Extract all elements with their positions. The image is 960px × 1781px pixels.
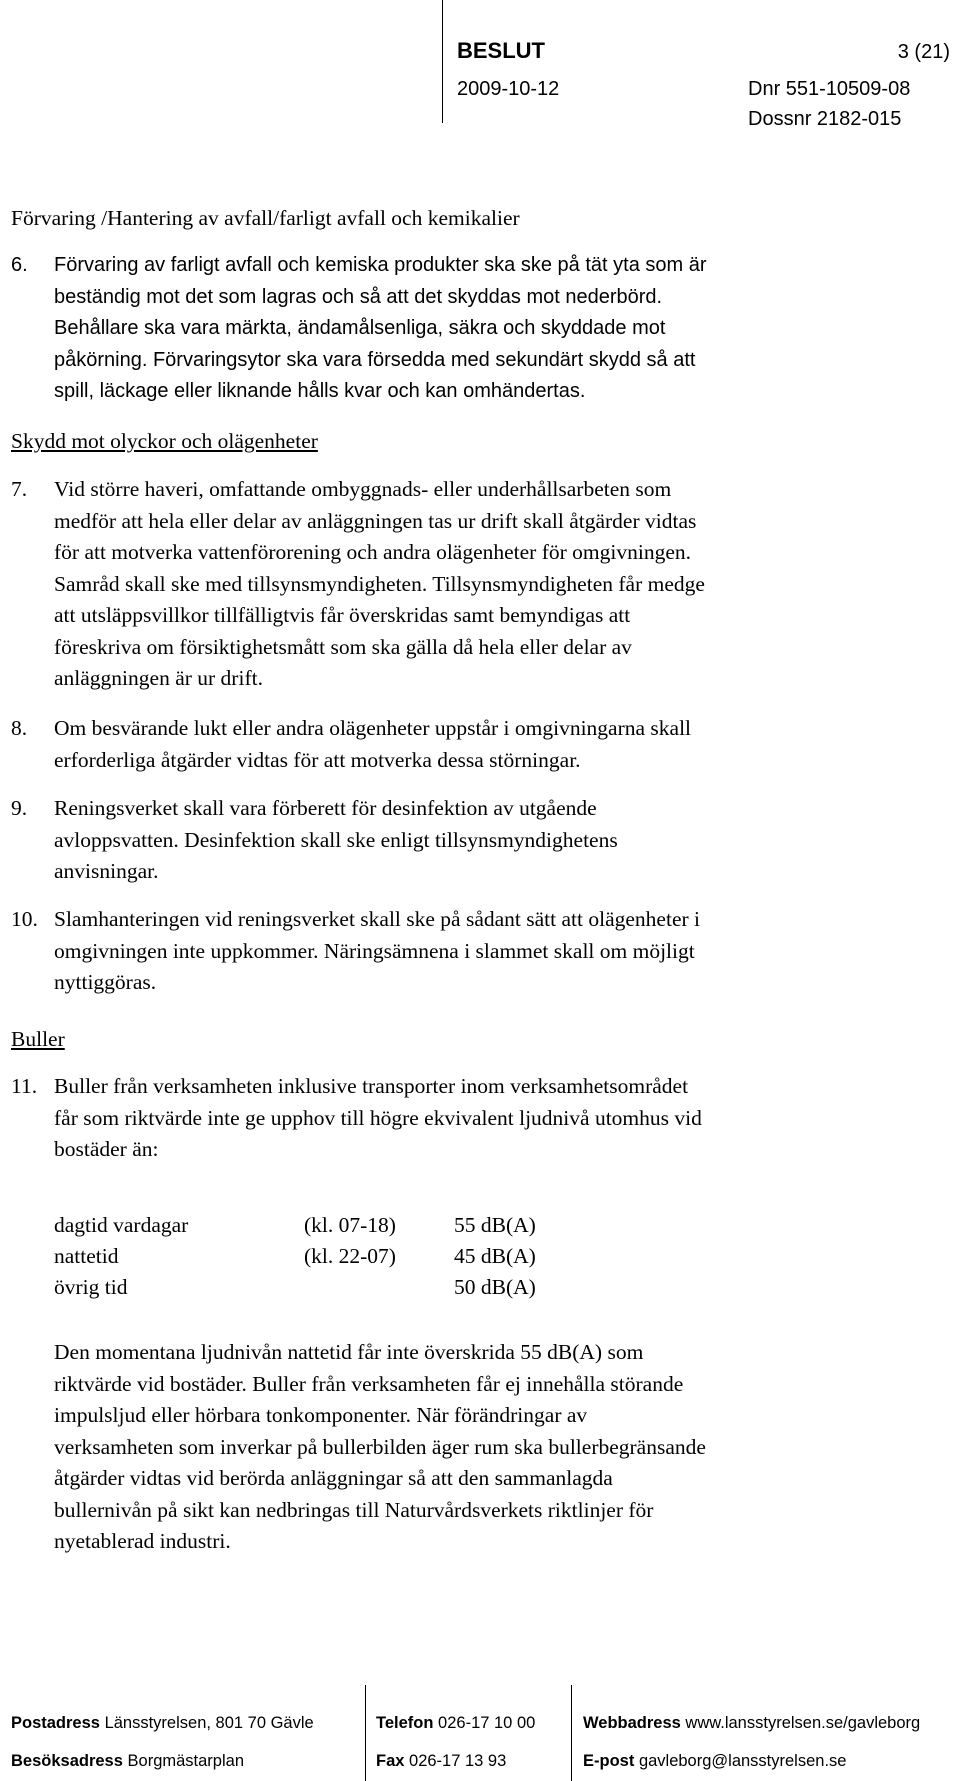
paragraph-line: riktvärde vid bostäder. Buller från verksamheten får ej innehålla störande	[54, 1371, 684, 1396]
condition-line: Behållare ska vara märkta, ändamålsenliga, säkra och skyddade mot	[54, 317, 666, 339]
footer-value: 026-17 10 00	[438, 1714, 536, 1732]
footer-telephone	[376, 1714, 535, 1733]
noise-period: dagtid vardagar	[54, 1213, 189, 1237]
condition-6	[11, 250, 951, 410]
condition-text	[54, 713, 954, 776]
condition-line: beständig mot det som lagras och så att det skyddas mot nederbörd.	[54, 285, 663, 308]
condition-line: Samråd skall ske med tillsynsmyndigheten. Tillsynsmyndigheten får medge	[54, 571, 705, 596]
condition-line: nyttiggöras.	[54, 970, 157, 994]
condition-number: 7.	[11, 477, 28, 501]
storage-heading: Förvaring /Hantering av avfall/farligt avfall och kemikalier	[11, 206, 520, 230]
condition-8	[11, 713, 951, 777]
paragraph-line: Den momentana ljudnivån nattetid får inte överskrida 55 dB(A) som	[54, 1340, 644, 1364]
document-type: BESLUT	[457, 38, 545, 63]
noise-heading: Buller	[11, 1027, 65, 1051]
paragraph-line: åtgärder vidtas vid berörda anläggningar så att den sammanlagda	[54, 1466, 613, 1490]
condition-line: föreskriva om försiktighetsmått som ska gälla då hela eller delar av	[54, 634, 632, 659]
condition-text	[54, 1071, 954, 1166]
footer-website[interactable]	[583, 1714, 920, 1733]
noise-level: 50 dB(A)	[454, 1275, 536, 1299]
footer-postal-address	[11, 1714, 314, 1733]
footer-label: Fax	[376, 1752, 405, 1770]
condition-10	[11, 904, 951, 1000]
paragraph-line: impulsljud eller hörbara tonkomponenter. När förändringar av	[54, 1403, 588, 1427]
condition-line: avloppsvatten. Desinfektion skall ske enligt tillsynsmyndighetens	[54, 827, 618, 852]
condition-text	[54, 474, 954, 695]
condition-number: 8.	[11, 716, 28, 740]
condition-line: spill, läckage eller liknande hålls kvar och kan omhändertas.	[54, 380, 586, 402]
noise-hours: (kl. 22-07)	[304, 1244, 396, 1268]
footer-divider	[571, 1685, 572, 1781]
footer-value: Borgmästarplan	[127, 1752, 244, 1770]
condition-line: medför att hela eller delar av anläggningen tas ur drift skall åtgärder vidtas	[54, 508, 697, 533]
condition-line: Buller från verksamheten inklusive transporter inom verksamhetsområdet	[54, 1074, 689, 1098]
paragraph-line: verksamheten som inverkar på bullerbilden äger rum ska bullerbegränsande	[54, 1434, 706, 1459]
condition-line: för att motverka vattenförorening och andra olägenheter för omgivningen.	[54, 540, 692, 564]
header-divider	[442, 0, 443, 123]
footer-label: Besöksadress	[11, 1752, 123, 1770]
condition-line: Reningsverket skall vara förberett för desinfektion av utgående	[54, 796, 597, 820]
condition-line: får som riktvärde inte ge upphov till högre ekvivalent ljudnivå utomhus vid	[54, 1105, 702, 1130]
footer-label: E-post	[583, 1752, 635, 1770]
paragraph-line: bullernivån på sikt kan nedbringas till Naturvårdsverkets riktlinjer för	[54, 1497, 654, 1522]
condition-number: 6.	[11, 254, 28, 276]
footer-label: Postadress	[11, 1714, 100, 1732]
email-link[interactable]: gavleborg@lansstyrelsen.se	[638, 1752, 847, 1770]
condition-line: bostäder än:	[54, 1137, 159, 1161]
condition-text	[54, 793, 954, 888]
footer-visiting-address	[11, 1752, 244, 1771]
noise-period: nattetid	[54, 1244, 119, 1268]
dossier-number: Dossnr 2182-015	[748, 108, 902, 130]
condition-line: omgivningen inte uppkommer. Näringsämnena i slammet skall om möjligt	[54, 938, 695, 963]
footer-divider	[365, 1685, 366, 1781]
noise-period: övrig tid	[54, 1275, 128, 1299]
noise-hours: (kl. 07-18)	[304, 1213, 396, 1237]
noise-level: 55 dB(A)	[454, 1213, 536, 1237]
condition-line: Vid större haveri, omfattande ombyggnads- eller underhållsarbeten som	[54, 477, 672, 501]
condition-7	[11, 474, 951, 699]
condition-11	[11, 1071, 951, 1167]
condition-line: Om besvärande lukt eller andra olägenheter uppstår i omgivningarna skall	[54, 716, 692, 740]
condition-line: anvisningar.	[54, 859, 159, 883]
condition-line: Förvaring av farligt avfall och kemiska produkter ska ske på tät yta som är	[54, 254, 707, 276]
condition-line: påkörning. Förvaringsytor ska vara försedda med sekundärt skydd så att	[54, 348, 696, 371]
footer-label: Webbadress	[583, 1714, 681, 1732]
diary-number: Dnr 551-10509-08	[748, 78, 911, 100]
footer-label: Telefon	[376, 1714, 434, 1732]
footer-value: 026-17 13 93	[409, 1752, 507, 1770]
condition-line: Slamhanteringen vid reningsverket skall ske på sådant sätt att olägenheter i	[54, 907, 700, 931]
condition-number: 9.	[11, 796, 28, 820]
condition-number: 10.	[11, 907, 38, 931]
footer-fax	[376, 1752, 506, 1771]
document-date: 2009-10-12	[457, 78, 560, 100]
page-number: 3 (21)	[897, 41, 950, 63]
condition-9	[11, 793, 951, 889]
footer-value: Länsstyrelsen, 801 70 Gävle	[104, 1714, 314, 1732]
condition-text	[54, 250, 954, 408]
noise-level: 45 dB(A)	[454, 1244, 536, 1268]
website-link[interactable]: www.lansstyrelsen.se/gavleborg	[685, 1714, 921, 1732]
footer-email[interactable]	[583, 1752, 846, 1771]
condition-line: anläggningen är ur drift.	[54, 666, 263, 690]
condition-line: att utsläppsvillkor tillfälligtvis får överskridas samt bemyndigas att	[54, 603, 631, 627]
condition-text	[54, 904, 954, 999]
paragraph-line: nyetablerad industri.	[54, 1529, 231, 1553]
condition-number: 11.	[11, 1074, 38, 1098]
condition-line: erforderliga åtgärder vidtas för att motverka dessa störningar.	[54, 747, 581, 772]
accident-heading: Skydd mot olyckor och olägenheter	[11, 429, 318, 453]
noise-paragraph	[54, 1337, 706, 1558]
